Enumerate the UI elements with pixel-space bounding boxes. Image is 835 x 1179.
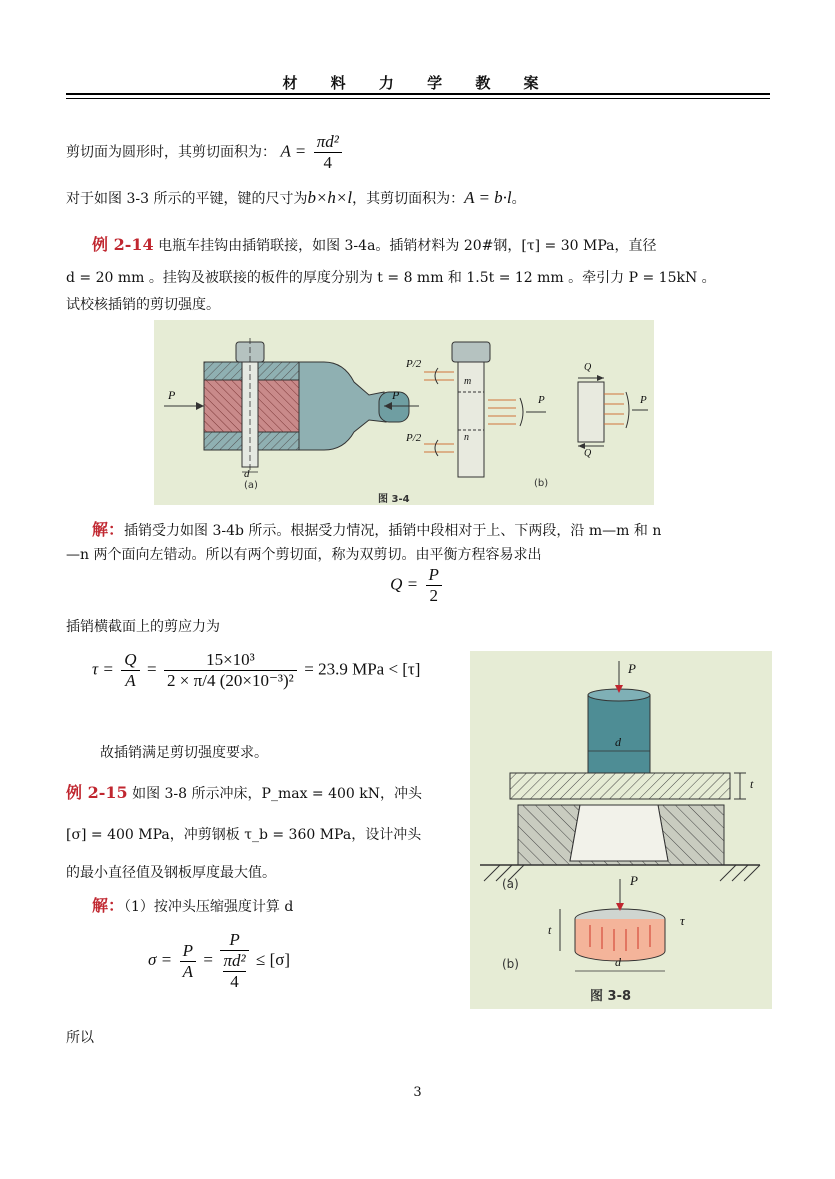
q-formula: Q = $\frac{P}{2}$ [0, 565, 835, 606]
label-P-bottom: P [630, 873, 638, 888]
label-m: m [464, 376, 472, 387]
tau-formula: τ = $\frac{Q}{A}$ = $\frac{\text{15×10³}}{\text{2 × π/4 (20×10⁻³)²}}$ = 23.9 MPa < [τ] [92, 650, 421, 690]
label-P2-top: P/2 [406, 358, 422, 370]
sigma-formula: σ = $\frac{P}{A}$ = P πd² 4 ≤ [σ] [148, 930, 291, 991]
area-fraction: $\frac{\text{πd²}}{4}$ [314, 132, 342, 173]
label-P-left: P [168, 388, 176, 402]
label-d-top: d [615, 735, 621, 749]
example-2-14-line1: 例 2-14 电瓶车挂钩由插销联接，如图 3-4a。插销材料为 20#钢，[τ] = 30 MPa，直径 [92, 235, 657, 254]
label-P-element: P [640, 394, 647, 406]
label-tau: τ [680, 913, 685, 928]
label-d: d [244, 468, 250, 480]
solution-2-14-line3: 插销横截面上的剪应力为 [66, 619, 220, 635]
subfig-a-label: (a) [502, 877, 519, 891]
solution-2-15-line2: 所以 [66, 1030, 94, 1046]
figure-3-8 [470, 651, 772, 1009]
label-Q-top: Q [584, 362, 592, 373]
label-t-top: t [750, 777, 754, 791]
label-P-b: P [538, 394, 545, 406]
figure-3-8-drawing [470, 651, 772, 1009]
solution-2-15-line1: 解：（1）按冲头压缩强度计算 d [92, 896, 294, 915]
example-2-15-line3: 的最小直径值及钢板厚度最大值。 [66, 865, 276, 881]
example-2-15-line2: [σ] = 400 MPa，冲剪钢板 τ_b = 360 MPa，设计冲头 [66, 827, 422, 843]
subfig-b-label: (b) [534, 478, 549, 489]
paragraph-flat-key: 对于如图 3-3 所示的平键，键的尺寸为b×h×l，其剪切面积为：A = b·l。 [66, 188, 526, 207]
header-rule-thick [66, 93, 770, 95]
area-lhs: A = [280, 141, 307, 161]
figure-3-4-caption: 图 3-4 [378, 494, 410, 505]
example-2-14-line2: d = 20 mm 。挂钩及被联接的板件的厚度分别为 t = 8 mm 和 1.5t = 12 mm 。牵引力 P = 15kN 。 [66, 270, 716, 286]
label-d-bottom: d [615, 955, 621, 969]
label-P2-bottom: P/2 [406, 432, 422, 444]
figure-3-4 [154, 320, 654, 505]
header-rule-thin [66, 98, 770, 99]
solution-2-14-line2: —n 两个面向左错动。所以有两个剪切面，称为双剪切。由平衡方程容易求出 [66, 547, 542, 563]
figure-3-4-drawing [154, 320, 654, 505]
subfig-b-label: (b) [502, 957, 519, 971]
solution-2-14-conclusion: 故插销满足剪切强度要求。 [100, 745, 268, 761]
label-P-top: P [628, 661, 636, 676]
label-Q-bottom: Q [584, 448, 592, 459]
example-2-14-line3: 试校核插销的剪切强度。 [66, 297, 220, 313]
subfig-a-label: (a) [244, 480, 258, 491]
label-P-right: P [392, 388, 400, 402]
figure-3-8-caption: 图 3-8 [590, 989, 632, 1004]
page-number: 3 [413, 1085, 422, 1100]
page-header: 材 料 力 学 教 案 [282, 74, 553, 92]
paragraph-circular-area: 剪切面为圆形时，其剪切面积为： A = $\frac{\text{πd²}}{4}$ [66, 132, 772, 173]
label-t-bottom: t [548, 923, 552, 937]
example-2-15-line1: 例 2-15 如图 3-8 所示冲床，P_max = 400 kN，冲头 [66, 783, 422, 802]
solution-2-14-line1: 解：插销受力如图 3-4b 所示。根据受力情况，插销中段相对于上、下两段，沿 m—m 和 n [92, 520, 662, 539]
label-n: n [464, 432, 469, 443]
